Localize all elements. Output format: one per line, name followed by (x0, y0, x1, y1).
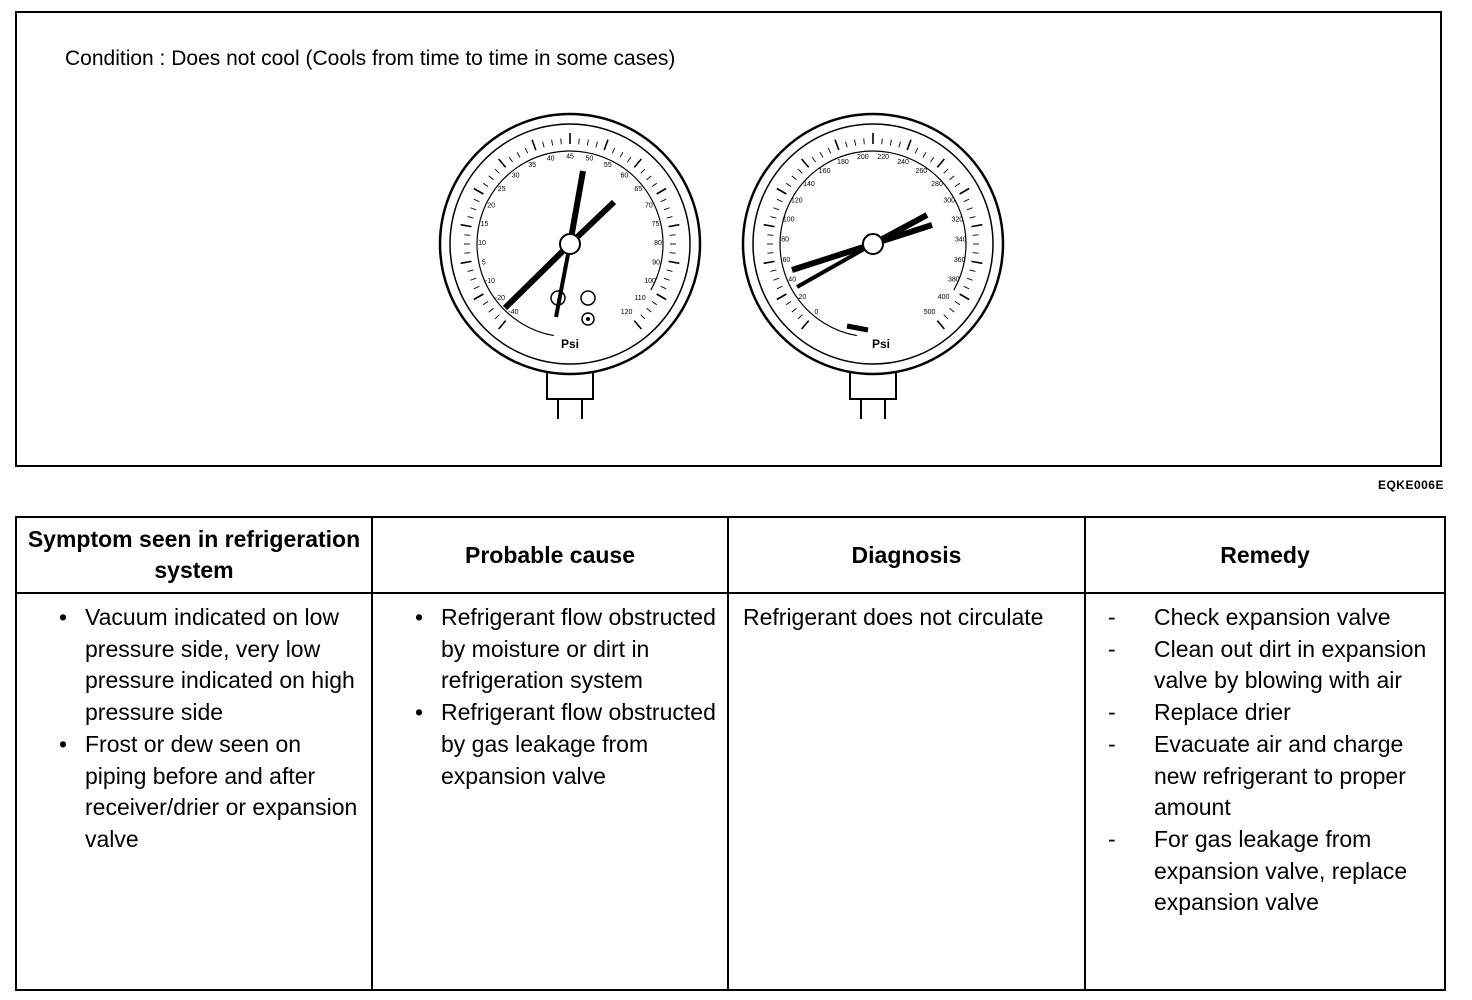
low-gauge-tick-label: 30 (511, 172, 520, 180)
high-gauge-tick-label: 220 (877, 154, 890, 162)
low-gauge-tick (579, 138, 580, 144)
table-header-row (16, 517, 1445, 593)
high-gauge-tick-label: 400 (937, 294, 950, 302)
remedy-item: - Evacuate air and charge new refrigerant to proper amount (1098, 729, 1434, 824)
low-gauge-tick-label: 40 (546, 155, 555, 163)
low-gauge-tick (561, 138, 562, 144)
high-gauge-tick-label: 360 (953, 256, 966, 264)
high-gauge-tick-label: 140 (803, 181, 815, 189)
low-pressure-gauge (440, 114, 700, 419)
header-cause: Probable cause (372, 517, 728, 593)
high-gauge-tick-label: 0 (814, 308, 819, 316)
high-gauge-tick-label: 100 (782, 216, 795, 224)
low-gauge-tick-label: -10 (484, 278, 496, 286)
symptom-item: • Vacuum indicated on low pressure side, very low pressure indicated on high pressure side (29, 602, 361, 729)
low-gauge-tick (670, 253, 676, 254)
low-gauge-tick-label: 5 (481, 259, 486, 267)
high-gauge-tick-label: 500 (923, 308, 936, 316)
high-gauge-tick (767, 235, 773, 236)
high-gauge-tick-label: 260 (915, 167, 928, 175)
low-gauge-tick-label: 15 (480, 220, 489, 228)
high-gauge-tick (864, 138, 865, 144)
low-gauge-tick-label: 10 (478, 240, 486, 248)
low-gauge-tick (670, 235, 676, 236)
diagnosis-text: Refrigerant does not circulate (743, 604, 1044, 630)
remedy-item: - Replace drier (1098, 697, 1434, 729)
low-gauge-tick-label: 75 (651, 220, 660, 228)
diagnosis-table (15, 516, 1446, 991)
low-gauge-tick (464, 235, 470, 236)
remedy-item: - Check expansion valve (1098, 602, 1434, 634)
high-gauge-unit: Psi (871, 337, 891, 351)
high-gauge-tick (882, 138, 883, 144)
high-gauge-tick-label: 120 (790, 197, 803, 205)
high-gauge-tick-label: 300 (943, 197, 956, 205)
low-gauge-tick-label: 90 (652, 259, 661, 267)
low-gauge-tick-label: 35 (528, 162, 537, 170)
low-gauge-tick-label: -20 (494, 294, 506, 302)
low-gauge-tick-label: -40 (508, 308, 519, 316)
low-gauge-tick-label: 45 (566, 153, 574, 161)
low-gauge-tick-label: 70 (644, 202, 653, 210)
high-gauge-tick-label: 160 (818, 167, 831, 175)
table-row (16, 593, 1445, 990)
high-gauge-tick-label: 380 (947, 276, 960, 284)
cause-item: • Refrigerant flow obstructed by gas leakage from expansion valve (385, 697, 717, 792)
symptom-item: • Frost or dew seen on piping before and after receiver/drier or expansion valve (29, 729, 361, 856)
low-gauge-tick-label: 25 (497, 186, 506, 194)
high-gauge-tick-label: 340 (955, 236, 967, 244)
low-gauge-unit: Psi (560, 337, 580, 351)
gauge-illustration (17, 13, 1444, 469)
high-gauge-tick-label: 200 (856, 154, 869, 162)
low-gauge-tick-label: 60 (620, 172, 629, 180)
high-gauge-tick (973, 235, 979, 236)
low-gauge-tick-label: 80 (654, 240, 662, 248)
figure-code: EQKE006E (1377, 478, 1444, 492)
low-gauge-tick-label: 50 (585, 155, 594, 163)
header-symptom: Symptom seen in refrigeration system (16, 517, 372, 593)
cause-cell (372, 593, 728, 990)
header-diagnosis: Diagnosis (728, 517, 1085, 593)
high-gauge-tick (767, 253, 773, 254)
low-gauge-tick (464, 253, 470, 254)
high-gauge-tick (973, 253, 979, 254)
high-gauge-tick-label: 320 (951, 216, 964, 224)
cause-item: • Refrigerant flow obstructed by moisture or dirt in refrigeration system (385, 602, 717, 697)
high-gauge-tick-label: 240 (897, 158, 909, 166)
high-gauge-tick-label: 280 (931, 181, 943, 189)
low-gauge-tick-label: 65 (634, 186, 643, 194)
high-gauge-tick-label: 40 (788, 276, 797, 284)
high-gauge-tick-label: 60 (782, 256, 791, 264)
low-gauge-tick-label: 100 (644, 278, 656, 286)
remedy-item: - For gas leakage from expansion valve, replace expansion valve (1098, 824, 1434, 919)
header-remedy: Remedy (1085, 517, 1445, 593)
diagnosis-cell (728, 593, 1085, 990)
low-gauge-tick-label: 55 (603, 162, 612, 170)
high-pressure-gauge (743, 114, 1003, 419)
remedy-cell (1085, 593, 1445, 990)
high-gauge-tick-label: 80 (781, 236, 790, 244)
remedy-item: - Clean out dirt in expansion valve by blowing with air (1098, 634, 1434, 697)
high-gauge-tick-label: 20 (798, 294, 807, 302)
figure-frame (15, 11, 1442, 467)
low-gauge-tick-label: 20 (487, 202, 496, 210)
low-gauge-tick-label: 120 (620, 308, 633, 316)
low-gauge-tick-label: 110 (634, 294, 646, 302)
condition-label: Condition : Does not cool (Cools from time to time in some cases) (65, 47, 676, 70)
symptom-cell (16, 593, 372, 990)
high-gauge-tick-label: 180 (837, 158, 849, 166)
